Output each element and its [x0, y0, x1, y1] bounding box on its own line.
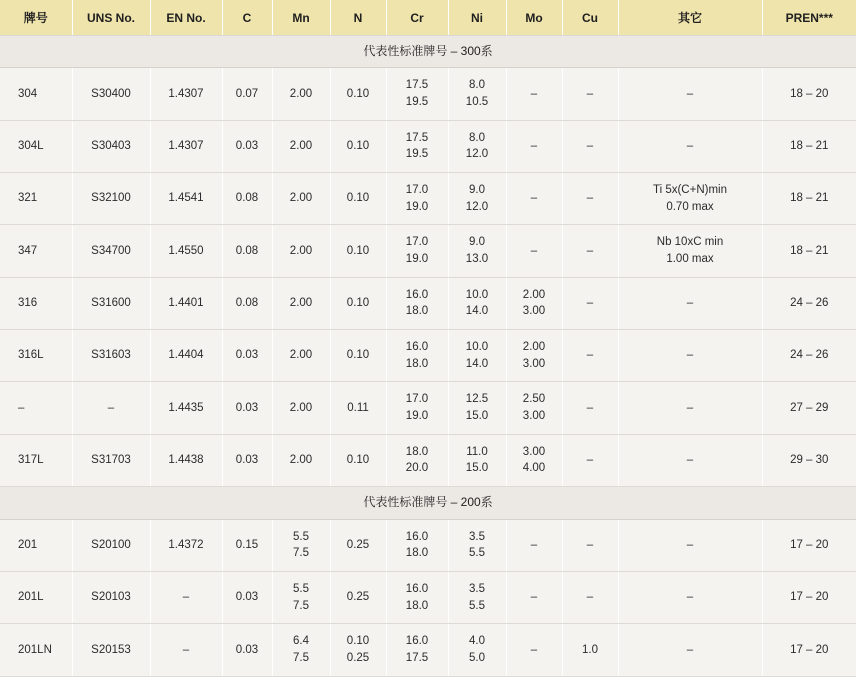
table-row — [0, 120, 856, 172]
cell-mn: 2.00 — [272, 330, 330, 382]
cell-pren: 18 – 21 — [762, 120, 856, 172]
cell-cr: 17.0 19.0 — [386, 173, 448, 225]
table-row — [0, 68, 856, 120]
table-row — [0, 519, 856, 571]
cell-other: – — [618, 434, 762, 486]
column-header-pren: PREN*** — [762, 0, 856, 36]
column-header-c: C — [222, 0, 272, 36]
cell-mo: – — [506, 225, 562, 277]
cell-uns: S30403 — [72, 120, 150, 172]
cell-c: 0.03 — [222, 434, 272, 486]
table-section-header — [0, 36, 856, 68]
column-header-n: N — [330, 0, 386, 36]
column-header-cr: Cr — [386, 0, 448, 36]
cell-c: 0.03 — [222, 571, 272, 623]
cell-cu: – — [562, 173, 618, 225]
column-header-grade: 牌号 — [0, 0, 72, 36]
cell-n: 0.10 — [330, 434, 386, 486]
cell-ni: 3.5 5.5 — [448, 571, 506, 623]
cell-en: – — [150, 624, 222, 676]
cell-cu: – — [562, 382, 618, 434]
cell-pren: 18 – 21 — [762, 173, 856, 225]
cell-cu: – — [562, 519, 618, 571]
cell-c: 0.08 — [222, 225, 272, 277]
cell-mn: 2.00 — [272, 434, 330, 486]
cell-mo: – — [506, 571, 562, 623]
table-row — [0, 571, 856, 623]
cell-cu: – — [562, 68, 618, 120]
cell-en: 1.4550 — [150, 225, 222, 277]
cell-ni: 11.0 15.0 — [448, 434, 506, 486]
cell-n: 0.25 — [330, 519, 386, 571]
cell-mn: 6.4 7.5 — [272, 624, 330, 676]
column-header-other: 其它 — [618, 0, 762, 36]
cell-ni: 10.0 14.0 — [448, 277, 506, 329]
cell-grade: 347 — [0, 225, 72, 277]
cell-en: 1.4372 — [150, 519, 222, 571]
cell-pren: 27 – 29 — [762, 382, 856, 434]
cell-grade: 316L — [0, 330, 72, 382]
cell-n: 0.10 0.25 — [330, 624, 386, 676]
cell-cr: 16.0 18.0 — [386, 571, 448, 623]
cell-other: – — [618, 571, 762, 623]
cell-pren: 29 – 30 — [762, 434, 856, 486]
cell-uns: S20103 — [72, 571, 150, 623]
cell-cu: – — [562, 434, 618, 486]
cell-uns: – — [72, 382, 150, 434]
cell-other: – — [618, 330, 762, 382]
column-header-ni: Ni — [448, 0, 506, 36]
cell-grade: 304 — [0, 68, 72, 120]
cell-ni: 3.5 5.5 — [448, 519, 506, 571]
cell-mn: 2.00 — [272, 68, 330, 120]
cell-cr: 18.0 20.0 — [386, 434, 448, 486]
cell-uns: S20153 — [72, 624, 150, 676]
cell-pren: 18 – 20 — [762, 68, 856, 120]
cell-mn: 2.00 — [272, 277, 330, 329]
cell-other: Ti 5x(C+N)min 0.70 max — [618, 173, 762, 225]
cell-other: – — [618, 519, 762, 571]
cell-c: 0.15 — [222, 519, 272, 571]
cell-en: – — [150, 571, 222, 623]
cell-mo: 2.50 3.00 — [506, 382, 562, 434]
cell-mo: 2.00 3.00 — [506, 277, 562, 329]
cell-uns: S30400 — [72, 68, 150, 120]
cell-pren: 24 – 26 — [762, 330, 856, 382]
cell-grade: 304L — [0, 120, 72, 172]
section-title: 代表性标准牌号 – 300系 — [0, 36, 856, 68]
cell-mo: – — [506, 519, 562, 571]
cell-n: 0.10 — [330, 120, 386, 172]
table-row — [0, 434, 856, 486]
cell-uns: S20100 — [72, 519, 150, 571]
cell-en: 1.4307 — [150, 68, 222, 120]
cell-ni: 9.0 13.0 — [448, 225, 506, 277]
cell-ni: 4.0 5.0 — [448, 624, 506, 676]
cell-n: 0.11 — [330, 382, 386, 434]
cell-other: Nb 10xC min 1.00 max — [618, 225, 762, 277]
cell-other: – — [618, 624, 762, 676]
cell-c: 0.08 — [222, 173, 272, 225]
cell-ni: 8.0 12.0 — [448, 120, 506, 172]
cell-mo: – — [506, 120, 562, 172]
cell-mn: 2.00 — [272, 120, 330, 172]
cell-ni: 12.5 15.0 — [448, 382, 506, 434]
cell-pren: 24 – 26 — [762, 277, 856, 329]
cell-other: – — [618, 120, 762, 172]
column-header-en: EN No. — [150, 0, 222, 36]
cell-c: 0.03 — [222, 330, 272, 382]
cell-mo: – — [506, 68, 562, 120]
cell-cr: 16.0 18.0 — [386, 330, 448, 382]
cell-cr: 16.0 18.0 — [386, 519, 448, 571]
cell-cr: 17.0 19.0 — [386, 225, 448, 277]
cell-grade: 316 — [0, 277, 72, 329]
cell-uns: S31600 — [72, 277, 150, 329]
cell-cu: – — [562, 225, 618, 277]
cell-other: – — [618, 277, 762, 329]
table-row — [0, 624, 856, 676]
table-row — [0, 225, 856, 277]
cell-mn: 5.5 7.5 — [272, 571, 330, 623]
cell-uns: S31603 — [72, 330, 150, 382]
column-header-mo: Mo — [506, 0, 562, 36]
cell-other: – — [618, 382, 762, 434]
cell-cr: 16.0 18.0 — [386, 277, 448, 329]
cell-en: 1.4438 — [150, 434, 222, 486]
column-header-uns: UNS No. — [72, 0, 150, 36]
table-section-header — [0, 487, 856, 519]
cell-uns: S32100 — [72, 173, 150, 225]
cell-en: 1.4401 — [150, 277, 222, 329]
cell-pren: 18 – 21 — [762, 225, 856, 277]
cell-cu: 1.0 — [562, 624, 618, 676]
cell-c: 0.07 — [222, 68, 272, 120]
cell-c: 0.03 — [222, 120, 272, 172]
cell-n: 0.10 — [330, 330, 386, 382]
cell-cr: 16.0 17.5 — [386, 624, 448, 676]
cell-other: – — [618, 68, 762, 120]
cell-cu: – — [562, 120, 618, 172]
table-header — [0, 0, 856, 36]
table-row — [0, 330, 856, 382]
cell-en: 1.4307 — [150, 120, 222, 172]
cell-pren: 17 – 20 — [762, 571, 856, 623]
cell-mo: – — [506, 624, 562, 676]
table-row — [0, 173, 856, 225]
cell-mn: 2.00 — [272, 173, 330, 225]
cell-grade: 201L — [0, 571, 72, 623]
column-header-cu: Cu — [562, 0, 618, 36]
cell-cr: 17.5 19.5 — [386, 68, 448, 120]
cell-cu: – — [562, 277, 618, 329]
cell-uns: S34700 — [72, 225, 150, 277]
table-body — [0, 36, 856, 677]
table-row — [0, 277, 856, 329]
column-header-mn: Mn — [272, 0, 330, 36]
cell-c: 0.08 — [222, 277, 272, 329]
cell-mo: 2.00 3.00 — [506, 330, 562, 382]
cell-en: 1.4435 — [150, 382, 222, 434]
cell-grade: – — [0, 382, 72, 434]
cell-en: 1.4541 — [150, 173, 222, 225]
cell-pren: 17 – 20 — [762, 624, 856, 676]
cell-mn: 2.00 — [272, 382, 330, 434]
cell-n: 0.10 — [330, 68, 386, 120]
cell-mn: 5.5 7.5 — [272, 519, 330, 571]
cell-cr: 17.5 19.5 — [386, 120, 448, 172]
cell-grade: 317L — [0, 434, 72, 486]
section-title: 代表性标准牌号 – 200系 — [0, 487, 856, 519]
cell-pren: 17 – 20 — [762, 519, 856, 571]
cell-n: 0.10 — [330, 277, 386, 329]
cell-n: 0.25 — [330, 571, 386, 623]
cell-cu: – — [562, 571, 618, 623]
cell-en: 1.4404 — [150, 330, 222, 382]
cell-grade: 321 — [0, 173, 72, 225]
cell-cu: – — [562, 330, 618, 382]
header-row — [0, 0, 856, 36]
cell-c: 0.03 — [222, 624, 272, 676]
cell-mn: 2.00 — [272, 225, 330, 277]
cell-ni: 8.0 10.5 — [448, 68, 506, 120]
cell-ni: 9.0 12.0 — [448, 173, 506, 225]
cell-n: 0.10 — [330, 225, 386, 277]
cell-ni: 10.0 14.0 — [448, 330, 506, 382]
cell-n: 0.10 — [330, 173, 386, 225]
cell-c: 0.03 — [222, 382, 272, 434]
cell-grade: 201 — [0, 519, 72, 571]
cell-grade: 201LN — [0, 624, 72, 676]
cell-cr: 17.0 19.0 — [386, 382, 448, 434]
cell-mo: – — [506, 173, 562, 225]
cell-uns: S31703 — [72, 434, 150, 486]
cell-mo: 3.00 4.00 — [506, 434, 562, 486]
table-row — [0, 382, 856, 434]
